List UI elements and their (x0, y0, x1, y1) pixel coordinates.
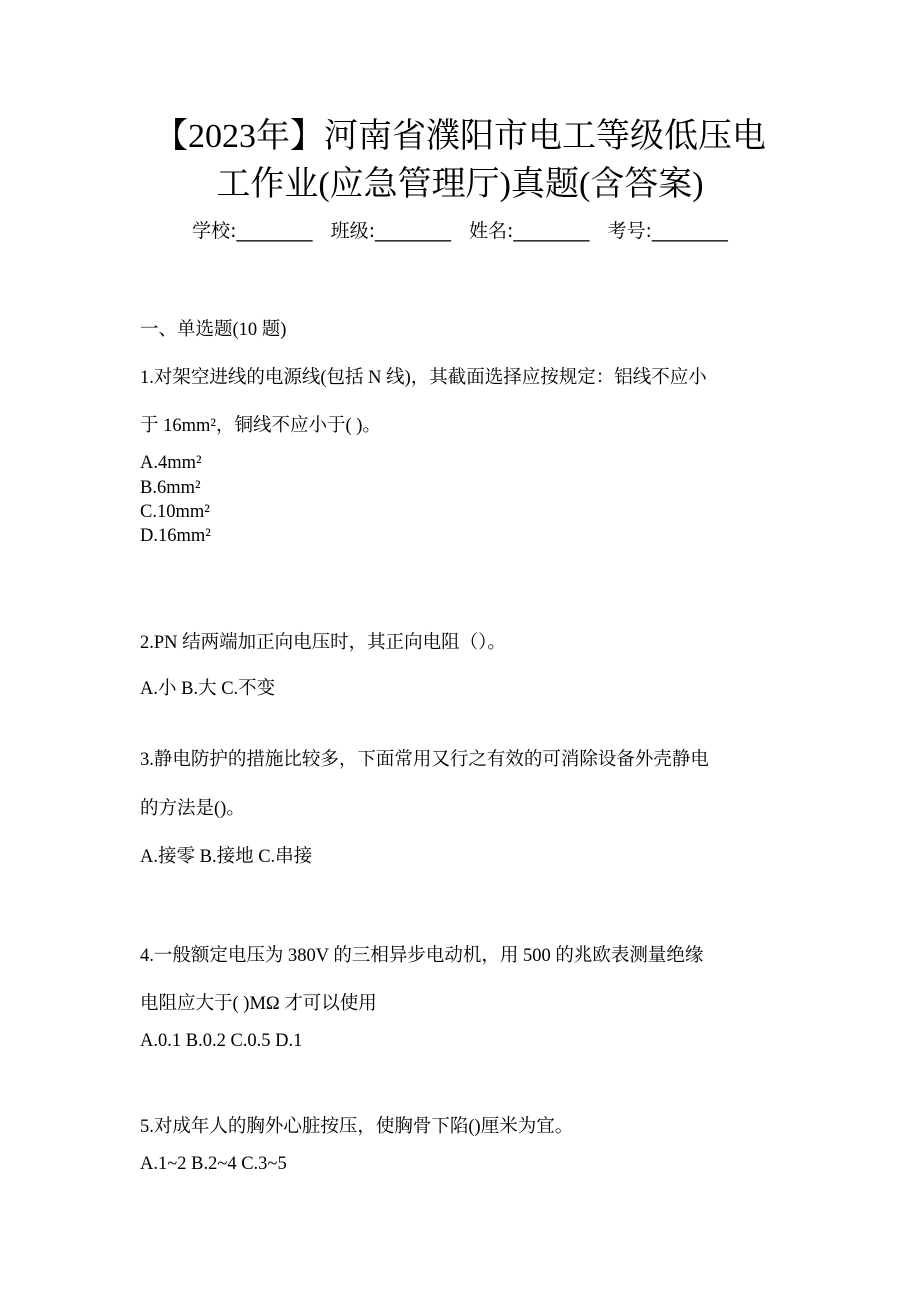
section-heading: 一、单选题(10 题) (140, 320, 287, 340)
question-1-line-1: 1.对架空进线的电源线(包括 N 线)，其截面选择应按规定：铝线不应小 (140, 368, 707, 388)
question-1-option-a: A.4mm² (140, 453, 202, 473)
question-4-line-1: 4.一般额定电压为 380V 的三相异步电动机，用 500 的兆欧表测量绝缘 (140, 946, 704, 966)
document-title-line-1: 【2023年】河南省濮阳市电工等级低压电 (154, 118, 766, 155)
question-1-option-d: D.16mm² (140, 526, 211, 546)
document-title-line-2: 工作业(应急管理厅)真题(含答案) (216, 166, 704, 203)
exam-number-field: 考号:________ (607, 220, 728, 242)
question-2-line-1: 2.PN 结两端加正向电压时，其正向电阻（）。 (140, 633, 506, 653)
question-5-line-1: 5.对成年人的胸外心脏按压，使胸骨下陷()厘米为宜。 (140, 1117, 574, 1137)
student-info-fields (0, 219, 920, 243)
question-3-options: A.接零 B.接地 C.串接 (140, 847, 313, 867)
question-4-line-2: 电阻应大于( )MΩ 才可以使用 (140, 994, 377, 1014)
class-field: 班级:________ (330, 220, 451, 242)
question-2-options: A.小 B.大 C.不变 (140, 679, 276, 699)
question-3-line-2: 的方法是()。 (140, 799, 245, 819)
question-5-options: A.1~2 B.2~4 C.3~5 (140, 1154, 287, 1174)
question-1-line-2: 于 16mm²，铜线不应小于( )。 (140, 416, 381, 436)
name-field: 姓名:________ (469, 220, 590, 242)
question-3-line-1: 3.静电防护的措施比较多，下面常用又行之有效的可消除设备外壳静电 (140, 750, 709, 770)
school-field: 学校:________ (192, 220, 313, 242)
question-4-options: A.0.1 B.0.2 C.0.5 D.1 (140, 1031, 303, 1051)
question-1-option-b: B.6mm² (140, 478, 201, 498)
question-1-option-c: C.10mm² (140, 502, 210, 522)
